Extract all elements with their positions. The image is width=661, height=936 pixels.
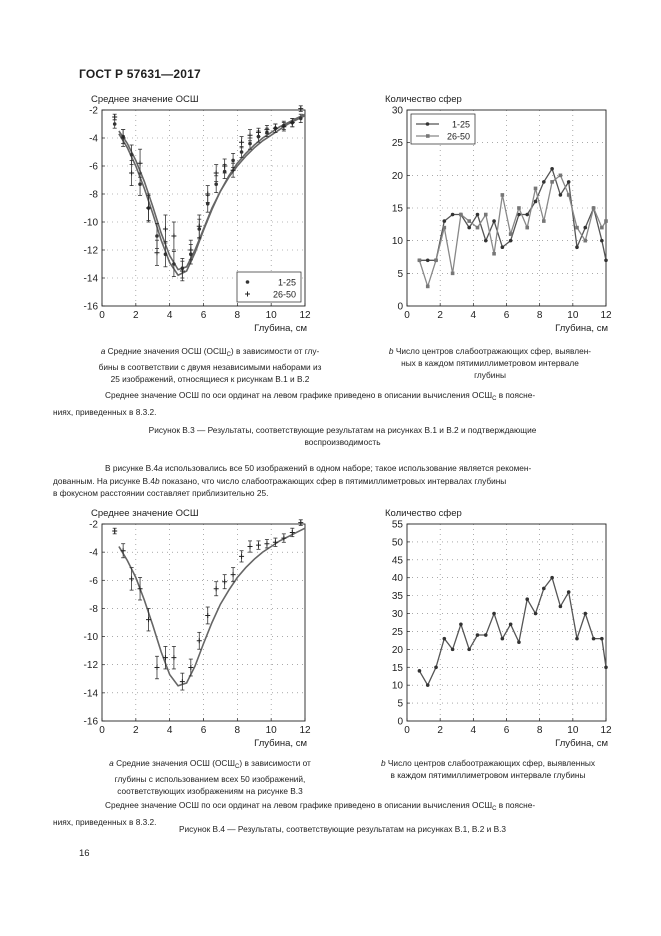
x-tick-label: 10 [567, 310, 579, 321]
note-sub: C [492, 806, 497, 812]
x-tick-label: 6 [200, 725, 207, 736]
x-axis-label: Глубина, см [254, 323, 307, 334]
y-tick-label: -14 [83, 273, 98, 285]
data-point [130, 153, 134, 157]
x-tick-label: 12 [299, 725, 311, 736]
data-point [567, 193, 571, 197]
data-point [575, 226, 579, 230]
legend-marker [426, 122, 430, 126]
data-point [467, 648, 471, 652]
y-tick-label: 30 [391, 609, 403, 621]
caption-letter: a [100, 346, 106, 356]
paragraph-italic: a [158, 463, 163, 473]
caption-letter: b [380, 758, 386, 768]
data-point [239, 554, 244, 559]
data-point [604, 258, 608, 262]
legend-marker [246, 280, 250, 284]
data-point [592, 206, 596, 210]
fig3a-caption [70, 345, 350, 385]
y-tick-label: 40 [391, 573, 403, 585]
caption-text: соответствующих изображениям на рисунке В.3 [117, 786, 303, 796]
data-point [138, 182, 142, 186]
x-tick-label: 4 [470, 725, 477, 736]
y-tick-label: 15 [391, 662, 403, 674]
x-tick-label: 0 [99, 310, 105, 321]
data-point [171, 655, 176, 660]
data-point [451, 648, 455, 652]
data-point [459, 622, 463, 626]
y-tick-label: 35 [391, 591, 403, 603]
data-point [248, 544, 253, 549]
fit-curve [119, 116, 305, 270]
fig3a-ylabel: Среднее значение ОСШ [91, 94, 199, 105]
data-point [264, 541, 269, 546]
caption-text: глубины [474, 370, 506, 380]
plot-frame [407, 524, 606, 721]
x-tick-label: 2 [133, 310, 139, 321]
y-tick-label: -8 [89, 189, 98, 201]
y-tick-label: -10 [83, 632, 98, 644]
y-tick-label: 20 [391, 170, 403, 182]
data-point [418, 669, 422, 673]
data-point [239, 140, 244, 145]
x-tick-label: 8 [536, 725, 543, 736]
data-point [426, 683, 430, 687]
y-tick-label: -12 [83, 660, 98, 672]
data-point [559, 174, 563, 178]
data-point [231, 572, 236, 577]
data-point [583, 226, 587, 230]
note-text: в поясне- [496, 800, 536, 810]
y-tick-label: -6 [89, 161, 98, 173]
chart-fig4b [375, 518, 625, 754]
y-tick-label: 10 [391, 236, 403, 248]
chart-fig3a [80, 104, 325, 340]
caption-text: ных в каждом пятимиллиметровом интервале [401, 358, 579, 368]
x-tick-label: 2 [437, 310, 443, 321]
data-point [550, 167, 554, 171]
note-text: Среднее значение ОСШ по оси ординат на левом графике приведено в описании вычисления ОСШ [105, 800, 493, 810]
fig4a-ylabel: Среднее значение ОСШ [91, 508, 199, 519]
legend-label: 26-50 [272, 289, 296, 300]
data-point [451, 272, 455, 276]
y-tick-label: 10 [391, 680, 403, 692]
data-point [517, 206, 521, 210]
data-point [459, 213, 463, 217]
data-point [163, 227, 168, 232]
data-point [550, 180, 554, 184]
x-axis-label: Глубина, см [555, 738, 608, 749]
y-tick-label: 0 [397, 301, 403, 313]
note-text: ниях, приведенных в 8.3.2. [53, 816, 157, 827]
data-point [583, 239, 587, 243]
data-point [509, 232, 513, 236]
y-tick-label: 20 [391, 644, 403, 656]
data-point [525, 213, 529, 217]
data-point [214, 182, 218, 186]
x-tick-label: 0 [99, 725, 105, 736]
data-point [476, 633, 480, 637]
data-point [113, 122, 117, 126]
data-point [426, 285, 430, 289]
data-point [426, 258, 430, 262]
data-point [443, 219, 447, 223]
data-point [154, 250, 159, 255]
data-point [492, 219, 496, 223]
data-point [525, 597, 529, 601]
x-tick-label: 4 [470, 310, 477, 321]
y-tick-label: 0 [397, 716, 403, 728]
data-point [550, 576, 554, 580]
chart-fig3b [375, 104, 625, 340]
data-point [171, 234, 176, 239]
y-tick-label: 30 [391, 105, 403, 117]
caption-text: Средние значения ОСШ (ОСШ [107, 346, 227, 356]
x-axis-label: Глубина, см [254, 738, 307, 749]
data-point [517, 640, 521, 644]
caption-letter: b [388, 346, 394, 356]
note-text: в поясне- [496, 390, 536, 400]
y-tick-label: 45 [391, 555, 403, 567]
y-tick-label: -4 [89, 547, 98, 559]
data-point [434, 665, 438, 669]
paragraph-text: в фокусном расстоянии составляет приблизительно 25. [53, 488, 269, 498]
legend-label: 26-50 [446, 131, 470, 142]
data-point [418, 258, 422, 262]
caption-text: Число центров слабоотражающих сфер, выявленных [387, 758, 596, 768]
data-point [214, 171, 219, 176]
caption-letter: a [109, 758, 114, 768]
data-point [559, 605, 563, 609]
y-tick-label: 25 [391, 138, 403, 150]
y-tick-label: -8 [89, 603, 98, 615]
caption-text: ) в зависимости от [239, 758, 311, 768]
data-point [112, 115, 117, 120]
y-tick-label: 15 [391, 203, 403, 215]
data-point [248, 142, 252, 146]
data-point [172, 262, 176, 266]
x-tick-label: 8 [234, 725, 241, 736]
figure-title-line: воспроизводимость [304, 437, 381, 447]
data-point [484, 633, 488, 637]
y-tick-label: 25 [391, 626, 403, 638]
data-point [501, 637, 505, 641]
x-tick-label: 12 [600, 725, 612, 736]
series-line [419, 175, 606, 286]
data-point [592, 637, 596, 641]
paragraph-text: использовались все 50 изображений в одном наборе; такое использование является рекомен- [162, 463, 532, 473]
x-tick-label: 6 [503, 725, 510, 736]
page-number: 16 [79, 848, 90, 859]
caption-text: Средние значения ОСШ (ОСШ [116, 758, 236, 768]
fig3-title [79, 424, 606, 448]
data-point [534, 200, 538, 204]
data-point [476, 213, 480, 217]
data-point [542, 219, 546, 223]
caption-sub: C [226, 352, 231, 358]
data-point [197, 638, 202, 643]
caption-text: глубины с использованием всех 50 изображений, [114, 774, 306, 784]
x-tick-label: 4 [166, 725, 173, 736]
fig3b-ylabel: Количество сфер [385, 94, 462, 105]
x-tick-label: 10 [265, 310, 277, 321]
data-point [129, 171, 134, 176]
data-point [129, 576, 134, 581]
data-point [121, 548, 126, 553]
data-point [509, 622, 513, 626]
y-tick-label: 55 [391, 519, 403, 531]
caption-text: Число центров слабоотражающих сфер, выявлен- [395, 346, 592, 356]
data-point [451, 213, 455, 217]
data-point [534, 187, 538, 191]
note-sub: C [492, 396, 497, 402]
figure-title-line: Рисунок В.3 — Результаты, соответствующие результатам на рисунках В.1 и В.2 и подтверждающие [148, 425, 537, 435]
data-point [604, 665, 608, 669]
data-point [222, 579, 227, 584]
y-tick-label: -12 [83, 245, 98, 257]
y-tick-label: 50 [391, 537, 403, 549]
data-point [542, 180, 546, 184]
x-tick-label: 8 [234, 310, 241, 321]
x-tick-label: 2 [133, 725, 139, 736]
data-point [492, 612, 496, 616]
y-tick-label: -10 [83, 217, 98, 229]
fig4b-caption [350, 757, 626, 781]
data-point [476, 226, 480, 230]
caption-text: бины в соответствии с двумя независимыми наборами из [98, 362, 322, 372]
data-point [467, 226, 471, 230]
y-tick-label: -16 [83, 301, 98, 313]
y-tick-label: -2 [89, 519, 98, 531]
data-point [604, 219, 608, 223]
data-point [559, 193, 563, 197]
x-tick-label: 6 [503, 310, 510, 321]
paragraph-text: дованным. На рисунке В.4 [53, 475, 155, 486]
data-point [443, 637, 447, 641]
data-point [299, 117, 303, 121]
data-point [534, 612, 538, 616]
x-tick-label: 0 [404, 725, 410, 736]
y-tick-label: -14 [83, 688, 98, 700]
legend-marker [426, 134, 430, 138]
fig3-note [53, 389, 606, 418]
legend-label: 1-25 [451, 119, 470, 130]
data-point [567, 590, 571, 594]
data-point [197, 224, 202, 229]
y-tick-label: 5 [397, 268, 403, 280]
data-point [509, 239, 513, 243]
data-point [256, 543, 261, 548]
paragraph-text: показано, что число слабоотражающих сфер в пятимиллиметровых интервалах глубины [159, 475, 507, 486]
document-header: ГОСТ Р 57631—2017 [79, 67, 201, 81]
data-point [154, 665, 159, 670]
data-point [600, 226, 604, 230]
paragraph-italic: b [154, 475, 160, 486]
fig4b-ylabel: Количество сфер [385, 508, 462, 519]
data-point [231, 159, 235, 163]
chart-fig4a [80, 518, 325, 754]
fit-curve [119, 528, 305, 686]
data-point [155, 234, 159, 238]
data-point [112, 529, 117, 534]
fig4a-caption [70, 757, 350, 797]
fit-curve [119, 114, 305, 275]
data-point [525, 226, 529, 230]
x-tick-label: 2 [437, 725, 443, 736]
x-axis-label: Глубина, см [555, 323, 608, 334]
caption-text: ) в зависимости от глу- [230, 346, 320, 356]
caption-sub: C [235, 764, 240, 770]
data-point [583, 612, 587, 616]
data-point [214, 586, 219, 591]
data-point [443, 226, 447, 230]
data-point [188, 248, 193, 253]
data-point [542, 587, 546, 591]
data-point [248, 133, 253, 138]
data-point [205, 613, 210, 618]
fig3b-caption [360, 345, 620, 381]
data-point [138, 586, 143, 591]
data-point [501, 245, 505, 249]
data-point [600, 239, 604, 243]
y-tick-label: -16 [83, 716, 98, 728]
data-point [164, 252, 168, 256]
y-tick-label: -6 [89, 575, 98, 587]
caption-text: 25 изображений, относящиеся к рисункам В.1 и В.2 [110, 374, 310, 384]
caption-text: в каждом пятимиллиметровом интервале глубины [390, 770, 586, 780]
body-paragraph [53, 462, 606, 500]
fig4-title: Рисунок В.4 — Результаты, соответствующие результатам на рисунках В.1, В.2 и В.3 [178, 824, 507, 834]
data-point [575, 637, 579, 641]
data-point [600, 637, 604, 641]
y-tick-label: 5 [397, 698, 403, 710]
y-tick-label: -2 [89, 105, 98, 117]
data-point [492, 252, 496, 256]
x-tick-label: 12 [600, 310, 612, 321]
x-tick-label: 10 [567, 725, 579, 736]
data-point [240, 150, 244, 154]
x-tick-label: 10 [265, 725, 277, 736]
paragraph-text: В рисунке В.4 [105, 463, 159, 473]
data-point [575, 245, 579, 249]
note-text: Среднее значение ОСШ по оси ординат на левом графике приведено в описании вычисления ОСШ [105, 390, 493, 400]
data-point [434, 258, 438, 262]
legend-label: 1-25 [277, 277, 296, 288]
x-tick-label: 4 [166, 310, 173, 321]
note-text: ниях, приведенных в 8.3.2. [53, 406, 157, 417]
data-point [467, 219, 471, 223]
x-tick-label: 8 [536, 310, 543, 321]
data-point [484, 239, 488, 243]
data-point [484, 213, 488, 217]
x-tick-label: 0 [404, 310, 410, 321]
x-tick-label: 12 [299, 310, 311, 321]
data-point [567, 180, 571, 184]
x-tick-label: 6 [200, 310, 207, 321]
y-tick-label: -4 [89, 133, 98, 145]
plot-frame [102, 524, 305, 721]
data-point [501, 193, 505, 197]
